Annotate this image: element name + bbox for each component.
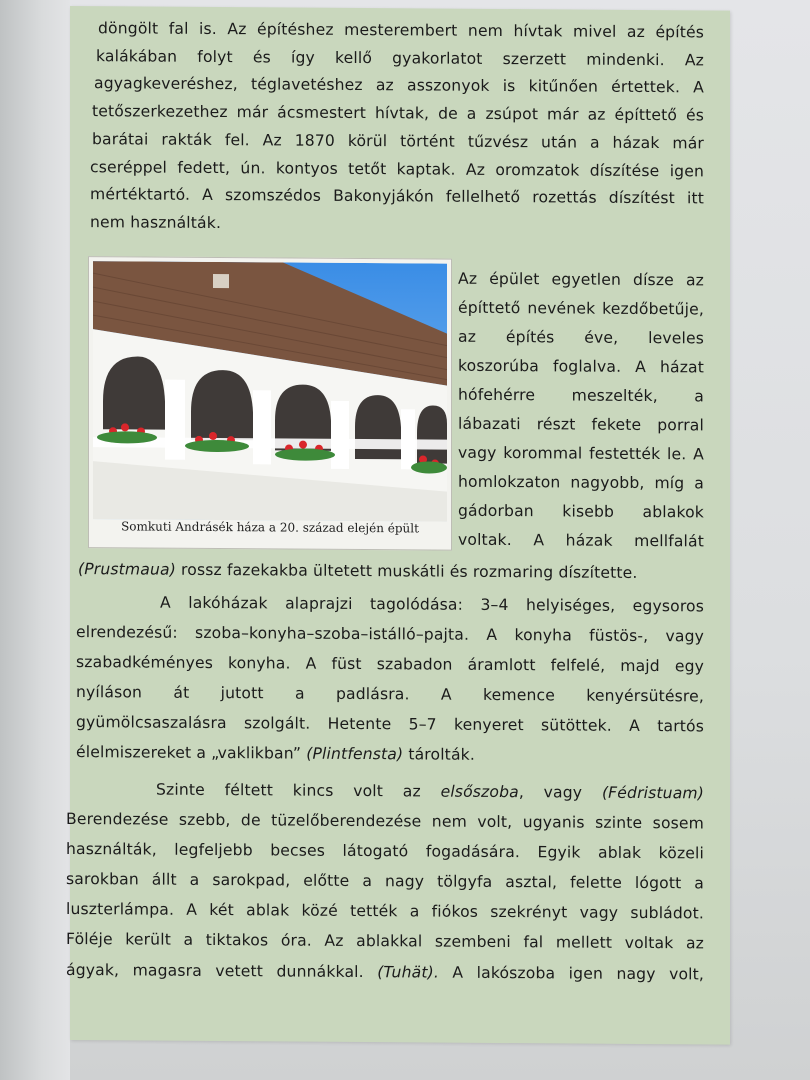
text-line: gádorban kisebb ablakok [458,501,704,522]
text-line: elrendezésű: szoba–konyha–szoba–istálló–pajta. A konyha füstös-, vagy [76,623,704,646]
house-photo-image [93,261,447,521]
text-line: döngölt fal is. Az építéshez mesterembert nem hívtak mivel az építés [98,19,704,42]
text-line: élelmiszereket a „vaklikban” (Plintfensta) tárolták. [76,743,475,764]
text-line: tetőszerkezethez már ácsmestert hívtak, de a zsúpot már az építtető és [92,102,704,125]
book-page [66,6,730,1045]
text-line: barátai rakták fel. Az 1870 körül történt tűzvész után a házak már [92,130,704,153]
text-line: Az épület egyetlen dísze az [458,269,704,290]
text-line: luszterlámpa. A két ablak közé tették a fiókos szekrényt vagy subládot. [66,899,704,923]
german-term: (Plintfensta) [306,744,404,764]
text-line: A lakóházak alaprajzi tagolódása: 3–4 helyiséges, egysoros [160,593,704,616]
text-line: (Prustmaua) rossz fazekakba ültetett muskátli és rozmaring díszítette. [78,560,638,582]
text-line: homlokzaton nagyobb, míg a [458,472,704,493]
text-line: cseréppel fedett, ún. kontyos tetőt kaptak. Az oromzatok díszítése igen [90,158,704,181]
house-photo [88,256,452,551]
text-line: sarokban állt a sarokpad, előtte a nagy tölgyfa asztal, felette lógott a [66,869,704,893]
photo-caption: Somkuti Andrásék háza a 20. század elején épült [121,519,419,536]
german-term: (Prustmaua) [78,560,176,579]
text-line: vagy korommal festették le. A [458,443,704,464]
top-paragraph [70,6,730,233]
text-line: voltak. A házak mellfalát [458,530,704,551]
text-line: nem használták. [90,213,222,233]
text-line: Szinte féltett kincs volt az elsőszoba, vagy (Fédristuam) [156,780,704,803]
text-line: szabadkéményes konyha. A füst szabadon áramlott felfelé, majd egy [76,653,704,676]
text-line: mértéktartó. A szomszédos Bakonyjákón fellelhető rozettás díszítést itt [90,185,704,208]
book-binding-edge [0,0,70,1080]
text-line: lábazati részt fekete porral [458,414,704,435]
german-term: (Fédristuam) [601,783,704,803]
text-line: építtető nevének kezdőbetűje, [458,298,704,319]
german-term: (Tuhät). [377,963,439,982]
text-line: gyümölcsaszalásra szolgált. Hetente 5–7 kenyeret sütöttek. A tartós [76,713,704,736]
text-line: Föléje került a tiktakos óra. Az ablakkal szembeni fal mellett voltak az [66,929,704,953]
text-line: Berendezése szebb, de tüzelőberendezése nem volt, ugyanis szinte sosem [66,809,704,833]
text-line: nyíláson át jutott a padlásra. A kemence kenyérsütésre, [76,683,704,706]
text-line: ágyak, magasra vetett dunnákkal. (Tuhät). A lakószoba igen nagy volt, [66,960,704,984]
text-line: hófehérre meszelték, a [458,385,704,406]
text-line: kalákában folyt és így kellő gyakorlatot szerzett mindenki. Az [96,47,704,70]
text-line: agyagkeveréshez, téglavetéshez az asszonyok is kitűnően értettek. A [94,74,704,97]
text-line: koszorúba foglalva. A házat [458,356,704,377]
text-line: az építés éve, leveles [458,327,704,348]
text-line: használták, legfeljebb becses látogató fogadására. Egyik ablak közeli [66,839,704,863]
